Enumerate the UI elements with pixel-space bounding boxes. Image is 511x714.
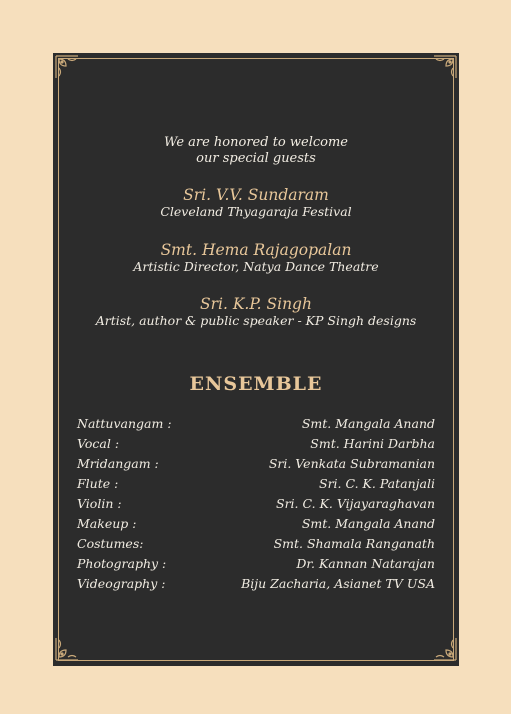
welcome-line-1: We are honored to welcome [164, 135, 348, 150]
credit-role: Mridangam : [77, 456, 159, 471]
guest-name: Sri. K.P. Singh [200, 295, 312, 313]
credit-role: Violin : [77, 496, 122, 511]
credit-row [77, 454, 435, 474]
guest-entry [53, 241, 459, 275]
guest-affiliation: Cleveland Thyagaraja Festival [160, 204, 352, 219]
guest-entry [53, 295, 459, 329]
credit-row [77, 434, 435, 454]
credit-name: Sri. C. K. Patanjali [319, 476, 435, 491]
guest-affiliation: Artist, author & public speaker - KP Singh designs [95, 313, 417, 328]
welcome-text [53, 135, 459, 167]
guest-name: Smt. Hema Rajagopalan [160, 241, 352, 259]
ensemble-heading: ENSEMBLE [189, 373, 323, 395]
corner-ornament-icon [432, 54, 458, 80]
credit-row [77, 494, 435, 514]
ensemble-credits [77, 414, 435, 594]
corner-ornament-icon [54, 54, 80, 80]
guest-affiliation: Artistic Director, Natya Dance Theatre [133, 259, 379, 274]
credit-name: Smt. Mangala Anand [301, 516, 435, 531]
credit-role: Videography : [77, 576, 166, 591]
corner-ornament-icon [432, 636, 458, 662]
guest-entry [53, 186, 459, 220]
credit-role: Photography : [77, 556, 167, 571]
credit-row [77, 574, 435, 594]
credit-role: Makeup : [77, 516, 137, 531]
credit-role: Vocal : [77, 436, 120, 451]
credit-row [77, 514, 435, 534]
credit-name: Smt. Shamala Ranganath [273, 536, 435, 551]
credit-role: Nattuvangam : [77, 416, 172, 431]
welcome-line-2: our special guests [196, 151, 316, 166]
credit-name: Biju Zacharia, Asianet TV USA [241, 576, 435, 591]
credit-role: Costumes: [77, 536, 144, 551]
credit-name: Smt. Mangala Anand [301, 416, 435, 431]
guest-name: Sri. V.V. Sundaram [183, 186, 329, 204]
credit-name: Sri. Venkata Subramanian [268, 456, 435, 471]
credit-row [77, 554, 435, 574]
credit-name: Smt. Harini Darbha [310, 436, 435, 451]
credit-row [77, 534, 435, 554]
credit-name: Sri. C. K. Vijayaraghavan [276, 496, 435, 511]
credit-name: Dr. Kannan Natarajan [296, 556, 435, 571]
credit-role: Flute : [77, 476, 119, 491]
corner-ornament-icon [54, 636, 80, 662]
credit-row [77, 474, 435, 494]
credit-row [77, 414, 435, 434]
